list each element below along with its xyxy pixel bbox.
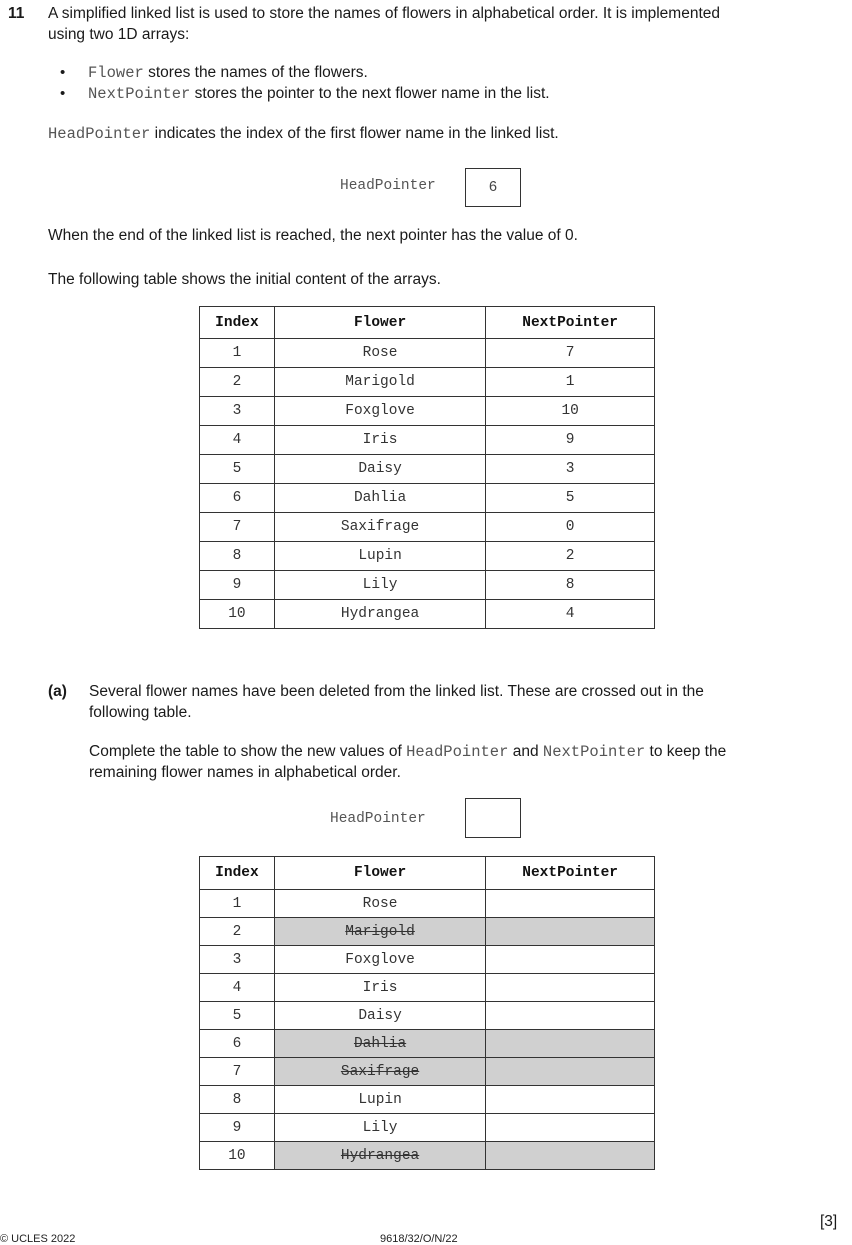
bullet-text: stores the names of the flowers.: [143, 64, 368, 81]
index-cell: 5: [200, 455, 275, 484]
part-a-line-2: following table.: [89, 704, 192, 721]
flower-cell: Foxglove: [274, 946, 485, 974]
table-row: [200, 1030, 655, 1058]
part-a-line-3: [89, 742, 726, 762]
table-row: [200, 455, 655, 484]
flower-cell: Iris: [274, 974, 485, 1002]
flower-cell: Hydrangea: [274, 600, 485, 629]
flower-cell: Rose: [274, 890, 485, 918]
nextpointer-cell: 7: [486, 339, 655, 368]
flower-cell: Lupin: [274, 1086, 485, 1114]
index-cell: 6: [200, 484, 275, 513]
flower-cell: Rose: [274, 339, 485, 368]
end-of-list-text: When the end of the linked list is reached, the next pointer has the value of 0.: [48, 227, 578, 244]
table-row: [200, 542, 655, 571]
intro-line-2: using two 1D arrays:: [48, 26, 190, 43]
deleted-flower-cell: [274, 1030, 485, 1058]
question-number: 11: [8, 5, 25, 22]
table-row: [200, 339, 655, 368]
table-row: [200, 1142, 655, 1170]
index-cell: 2: [200, 368, 275, 397]
index-cell: 4: [200, 974, 275, 1002]
index-cell: 3: [200, 946, 275, 974]
part-a-text: to keep the: [645, 743, 727, 760]
nextpointer-cell: 1: [486, 368, 655, 397]
deleted-flower-cell: [274, 918, 485, 946]
copyright-footer: © UCLES 2022: [0, 1233, 76, 1245]
table-row: [200, 600, 655, 629]
deleted-flower-cell: [274, 1058, 485, 1086]
table-row: [200, 426, 655, 455]
flower-cell: Foxglove: [274, 397, 485, 426]
table-header-row: [200, 857, 655, 890]
flower-cell: Saxifrage: [274, 513, 485, 542]
nextpointer-cell: 2: [486, 542, 655, 571]
intro-line-1: A simplified linked list is used to store the names of flowers in alphabetical order. It is implemented: [48, 5, 720, 22]
nextpointer-cell: 3: [486, 455, 655, 484]
table-row: [200, 946, 655, 974]
table-row: [200, 1058, 655, 1086]
part-a-line-1: Several flower names have been deleted from the linked list. These are crossed out in the: [89, 683, 704, 700]
bullet-code: Flower: [88, 64, 144, 82]
index-cell: 7: [200, 513, 275, 542]
answer-headpointer-input[interactable]: [465, 798, 521, 838]
table-row: [200, 368, 655, 397]
index-cell: 3: [200, 397, 275, 426]
index-cell: 9: [200, 571, 275, 600]
header-flower: Flower: [274, 857, 485, 890]
index-cell: 6: [200, 1030, 275, 1058]
table-row: [200, 513, 655, 542]
part-a-text: Complete the table to show the new values of: [89, 743, 407, 760]
answer-headpointer-label: HeadPointer: [330, 811, 426, 827]
bullet-nextpointer: [88, 84, 550, 104]
nextpointer-cell: 9: [486, 426, 655, 455]
table-row: [200, 571, 655, 600]
index-cell: 9: [200, 1114, 275, 1142]
flower-cell: Lupin: [274, 542, 485, 571]
header-index: Index: [200, 307, 275, 339]
flower-cell: Lily: [274, 1114, 485, 1142]
flower-cell: Daisy: [274, 1002, 485, 1030]
index-cell: 8: [200, 1086, 275, 1114]
nextpointer-cell: 4: [486, 600, 655, 629]
table-header-row: [200, 307, 655, 339]
nextpointer-answer-cell[interactable]: [486, 1086, 655, 1114]
bullet-flower: [88, 63, 368, 83]
answer-arrays-table: [199, 856, 655, 1170]
marks-allocation: [3]: [820, 1213, 838, 1230]
table-row: [200, 1114, 655, 1142]
table-row: [200, 974, 655, 1002]
headpointer-description: [48, 124, 559, 144]
index-cell: 5: [200, 1002, 275, 1030]
table-row: [200, 484, 655, 513]
table-row: [200, 1086, 655, 1114]
nextpointer-answer-cell[interactable]: [486, 1114, 655, 1142]
nextpointer-cell: 10: [486, 397, 655, 426]
headpointer-code: HeadPointer: [406, 743, 509, 761]
deleted-flower-cell: [274, 1142, 485, 1170]
nextpointer-answer-cell[interactable]: [486, 918, 655, 946]
nextpointer-answer-cell[interactable]: [486, 1142, 655, 1170]
nextpointer-answer-cell[interactable]: [486, 890, 655, 918]
nextpointer-answer-cell[interactable]: [486, 1058, 655, 1086]
flower-cell: Marigold: [274, 368, 485, 397]
index-cell: 1: [200, 339, 275, 368]
index-cell: 1: [200, 890, 275, 918]
nextpointer-answer-cell[interactable]: [486, 974, 655, 1002]
bullet-dot: •: [60, 64, 66, 81]
headpointer-value-box: 6: [465, 168, 521, 207]
flower-cell: Daisy: [274, 455, 485, 484]
bullet-dot: •: [60, 85, 66, 102]
bullet-code: NextPointer: [88, 85, 191, 103]
nextpointer-answer-cell[interactable]: [486, 1002, 655, 1030]
headpointer-text: indicates the index of the first flower name in the linked list.: [150, 125, 559, 142]
nextpointer-answer-cell[interactable]: [486, 946, 655, 974]
nextpointer-answer-cell[interactable]: [486, 1030, 655, 1058]
index-cell: 8: [200, 542, 275, 571]
headpointer-code: HeadPointer: [48, 125, 151, 143]
header-nextpointer: NextPointer: [486, 857, 655, 890]
table-row: [200, 918, 655, 946]
index-cell: 10: [200, 1142, 275, 1170]
index-cell: 2: [200, 918, 275, 946]
crossed-out-flower: Hydrangea: [340, 1147, 420, 1164]
paper-code-footer: 9618/32/O/N/22: [380, 1233, 458, 1245]
flower-cell: Iris: [274, 426, 485, 455]
table-intro-text: The following table shows the initial content of the arrays.: [48, 271, 441, 288]
table-row: [200, 397, 655, 426]
index-cell: 7: [200, 1058, 275, 1086]
table-row: [200, 890, 655, 918]
header-index: Index: [200, 857, 275, 890]
part-a-label: (a): [48, 683, 67, 700]
crossed-out-flower: Dahlia: [353, 1035, 407, 1052]
table-row: [200, 1002, 655, 1030]
initial-arrays-table: [199, 306, 655, 629]
crossed-out-flower: Saxifrage: [340, 1063, 420, 1080]
crossed-out-flower: Marigold: [345, 923, 415, 940]
part-a-text: and: [508, 743, 543, 760]
header-flower: Flower: [274, 307, 485, 339]
nextpointer-cell: 0: [486, 513, 655, 542]
index-cell: 4: [200, 426, 275, 455]
flower-cell: Dahlia: [274, 484, 485, 513]
index-cell: 10: [200, 600, 275, 629]
flower-cell: Lily: [274, 571, 485, 600]
nextpointer-code: NextPointer: [542, 743, 646, 761]
bullet-text: stores the pointer to the next flower name in the list.: [190, 85, 550, 102]
part-a-line-4: remaining flower names in alphabetical order.: [89, 764, 401, 781]
nextpointer-cell: 5: [486, 484, 655, 513]
nextpointer-cell: 8: [486, 571, 655, 600]
header-nextpointer: NextPointer: [486, 307, 655, 339]
headpointer-label: HeadPointer: [340, 178, 436, 194]
